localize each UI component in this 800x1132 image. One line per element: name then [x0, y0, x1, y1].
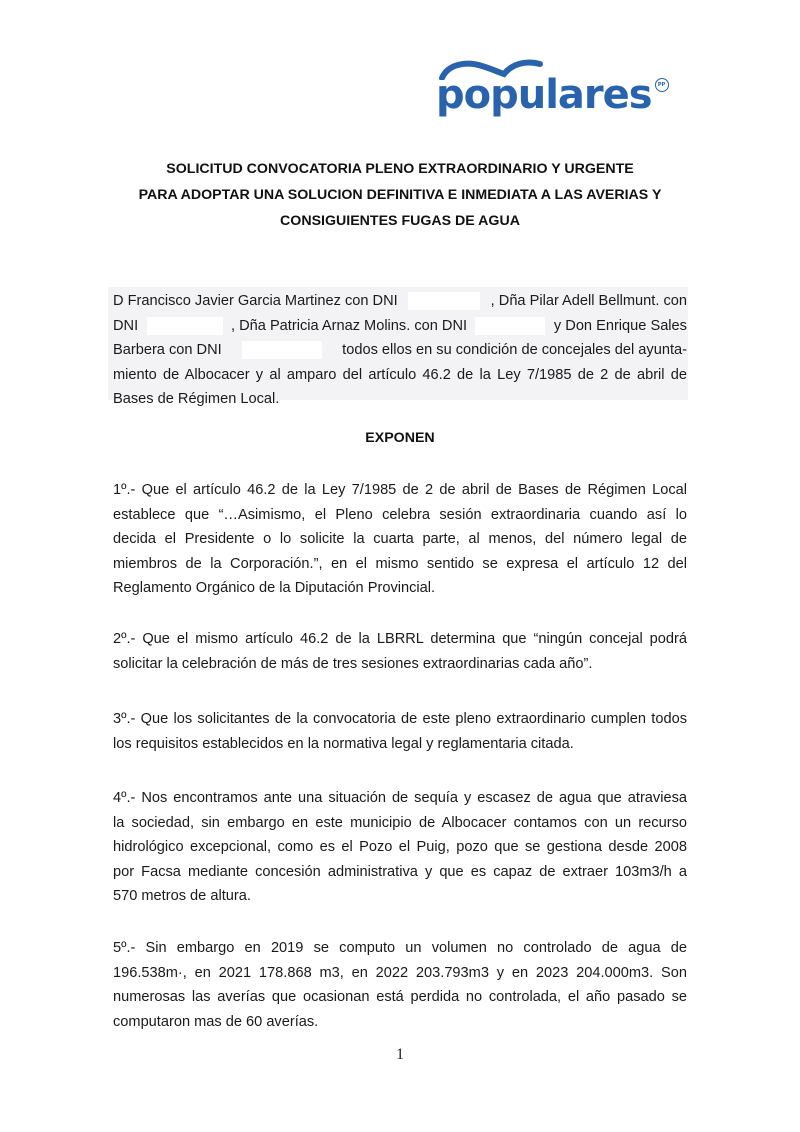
intro-text: Barbera con DNI [113, 342, 222, 358]
point-line: los requisitos establecidos en la normativa legal y reglamentaria citada. [113, 735, 574, 752]
point-line: numerosas las averías que ocasionan está perdida no controlada, el año pasado se [113, 989, 687, 1005]
redacted-dni [147, 317, 223, 335]
point-5 [113, 936, 687, 1034]
populares-logo [436, 58, 669, 122]
intro-paragraph [113, 289, 687, 412]
intro-text: y Don Enrique Sales [553, 317, 687, 334]
logo-text: populares [436, 72, 652, 118]
point-line: decida el Presidente o lo solicite la cuarta parte, al menos, del número legal de [113, 531, 687, 547]
intro-text: todos ellos en su condición de concejales del ayunta- [342, 342, 687, 358]
intro-line [113, 314, 687, 339]
point-line: 570 metros de altura. [113, 888, 251, 904]
point-line: la sociedad, sin embargo en este municipio de Albocacer contamos con un recurso [113, 814, 687, 831]
point-3 [113, 707, 687, 756]
intro-line: miento de Albocacer y al amparo del artículo 46.2 de la Ley 7/1985 de 2 de abril de [113, 366, 687, 383]
intro-text: DNI [113, 317, 139, 334]
intro-line [113, 338, 687, 363]
redacted-dni [242, 341, 322, 359]
point-1 [113, 478, 687, 601]
page-number: 1 [396, 1046, 404, 1063]
point-line: 5º.- Sin embargo en 2019 se computo un volumen no controlado de agua de [113, 940, 687, 956]
title-line: SOLICITUD CONVOCATORIA PLENO EXTRAORDINARIO Y URGENTE [166, 161, 634, 177]
intro-text: , Dña Patricia Arnaz Molins. con DNI [231, 317, 468, 334]
point-line: 1º.- Que el artículo 46.2 de la Ley 7/1985 de 2 de abril de Bases de Régimen Local [113, 482, 687, 498]
point-line: Reglamento Orgánico de la Diputación Provincial. [113, 580, 436, 596]
point-line: establece que “…Asimismo, el Pleno celebra sesión extraordinaria cuando así lo [113, 506, 687, 523]
point-line: miembros de la Corporación.”, en el mismo sentido se expresa el artículo 12 del [113, 555, 687, 572]
logo-arc-icon [436, 58, 546, 80]
point-line: por Facsa mediante concesión administrativa y que es capaz de extraer 103m3/h a [113, 863, 687, 880]
document-title [60, 156, 740, 234]
registered-mark-icon: PP [655, 78, 669, 92]
point-line: hidrológico excepcional, como es el Pozo el Puig, pozo que se gestiona desde 2008 [113, 839, 687, 855]
intro-line: Bases de Régimen Local. [113, 391, 280, 407]
point-line: computaron mas de 60 averías. [113, 1013, 319, 1030]
point-line: 2º.- Que el mismo artículo 46.2 de la LBRRL determina que “ningún concejal podrá [113, 631, 687, 647]
point-line: 3º.- Que los solicitantes de la convocatoria de este pleno extraordinario cumplen todos [113, 711, 687, 727]
redacted-dni [408, 292, 480, 310]
logo-wordmark [436, 58, 652, 118]
intro-text: D Francisco Javier Garcia Martinez con DNI [113, 293, 398, 309]
redacted-dni [475, 317, 545, 335]
intro-line [113, 289, 687, 314]
point-line: 4º.- Nos encontramos ante una situación de sequía y escasez de agua que atraviesa [113, 790, 687, 806]
title-line: CONSIGUIENTES FUGAS DE AGUA [280, 213, 520, 229]
title-line: PARA ADOPTAR UNA SOLUCION DEFINITIVA E INMEDIATA A LAS AVERIAS Y [138, 187, 662, 203]
point-line: 196.538m·, en 2021 178.868 m3, en 2022 203.793m3 y en 2023 204.000m3. Son [113, 964, 687, 981]
section-heading: EXPONEN [365, 430, 435, 446]
point-line: solicitar la celebración de más de tres sesiones extraordinarias cada año”. [113, 655, 593, 672]
point-4 [113, 786, 687, 909]
point-2 [113, 627, 687, 676]
intro-text: , Dña Pilar Adell Bellmunt. con [490, 293, 687, 309]
